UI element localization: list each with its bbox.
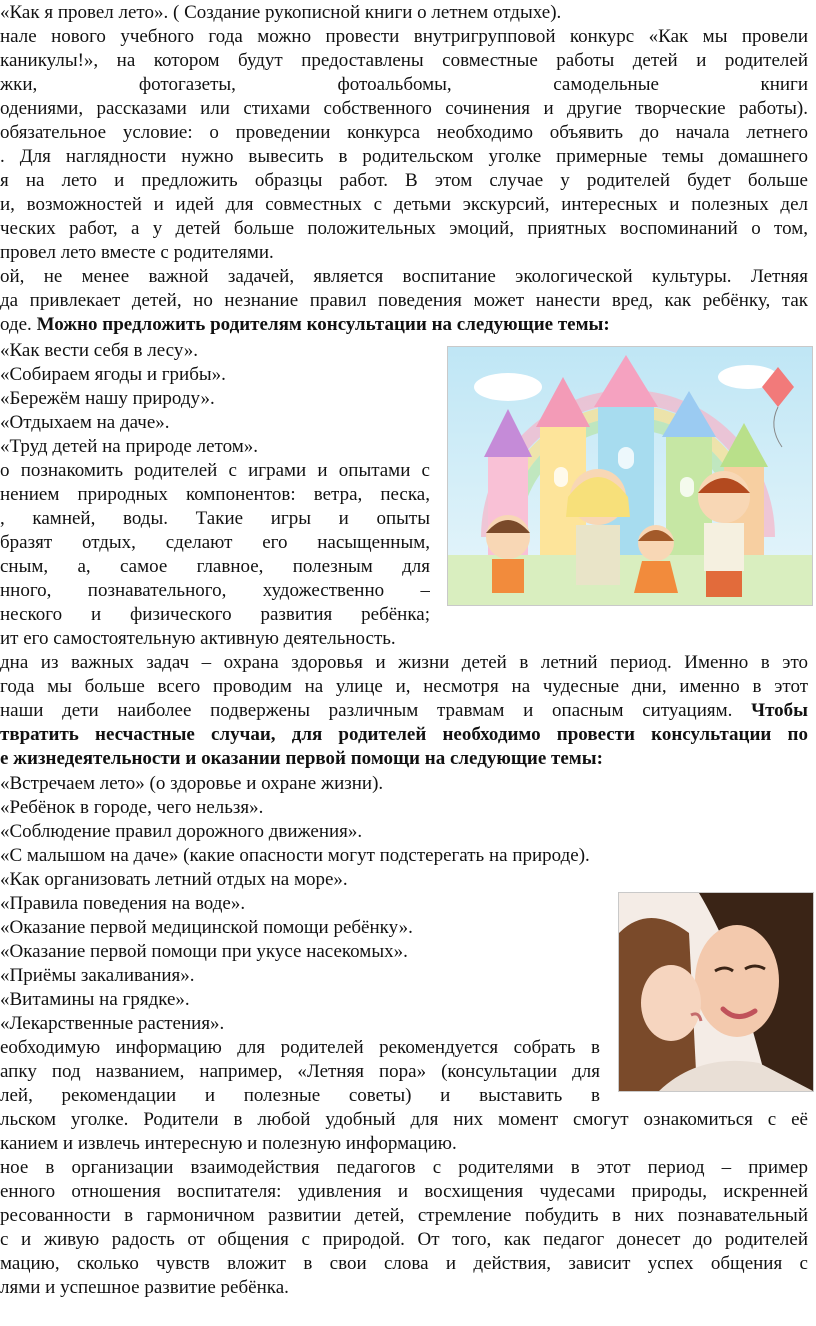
safety-topic-item: «С малышом на даче» (какие опасности могут подстерегать на природе). [0, 845, 590, 866]
eco-intro-normal: оде. [0, 314, 37, 335]
text-line: жки, фотогазеты, фотоальбомы, самодельные книги [0, 74, 808, 95]
text-line: мацию, сколько чувств вложит в свои слова и действия, зависит успех общения с [0, 1253, 808, 1274]
text-line: ческих работ, а у детей больше положительных эмоций, приятных воспоминаний о том, [0, 218, 808, 239]
safety-normal: наши дети наиболее подвержены различным травмам и опасным ситуациям. [0, 700, 752, 721]
safety-topic-item: «Правила поведения на воде». [0, 893, 246, 914]
text-line: бразят отдых, сделают его насыщенным, [0, 532, 430, 553]
text-line: енного отношения воспитателя: удивления и восхищения чудесами природы, искренней [0, 1181, 808, 1202]
text-line: дна из важных задач – охрана здоровья и жизни детей в летний период. Именно в это [0, 652, 808, 673]
safety-bold-line: твратить несчастные случаи, для родителей необходимо провести консультации по [0, 724, 808, 745]
safety-topic-item: «Приёмы закаливания». [0, 965, 195, 986]
text-line: я на лето и предложить образцы работ. В этом случае у родителей будет больше [0, 170, 808, 191]
text-line: ное в организации взаимодействия педагогов с родителями в этот период – пример [0, 1157, 808, 1178]
eco-topic-item: «Как вести себя в лесу». [0, 340, 199, 361]
text-line: провел лето вместе с родителями. [0, 242, 274, 263]
safety-bold-line: е жизнедеятельности и оказании первой помощи на следующие темы: [0, 748, 603, 769]
eco-topic-item: «Отдыхаем на даче». [0, 412, 170, 433]
mother-daughter-photo [618, 892, 814, 1092]
text-line: неского и физического развития ребёнка; [0, 604, 430, 625]
safety-topic-item: «Соблюдение правил дорожного движения». [0, 821, 363, 842]
eco-topics-intro-line [0, 313, 808, 337]
text-line: обязательное условие: о проведении конкурса необходимо объявить до начала летнего [0, 122, 808, 143]
text-line: нного, познавательного, художественно – [0, 580, 430, 601]
safety-topic-item: «Оказание первой медицинской помощи ребёнку». [0, 917, 413, 938]
safety-topic-item: «Как организовать летний отдых на море». [0, 869, 348, 890]
text-line: лей, рекомендации и полезные советы) и выставить в [0, 1085, 600, 1106]
castle-children-illustration [447, 346, 813, 606]
text-line: , камней, воды. Такие игры и опыты [0, 508, 430, 529]
text-line: ит его самостоятельную активную деятельность. [0, 628, 396, 649]
eco-topic-item: «Труд детей на природе летом». [0, 436, 258, 457]
text-line: года мы больше всего проводим на улице и, несмотря на чудесные дни, именно в этот [0, 676, 808, 697]
eco-topic-item: «Собираем ягоды и грибы». [0, 364, 226, 385]
text-line: каникулы!», на котором будут предоставлены совместные работы детей и родителей [0, 50, 808, 71]
safety-topic-item: «Оказание первой помощи при укусе насекомых». [0, 941, 408, 962]
text-line: еобходимую информацию для родителей рекомендуется собрать в [0, 1037, 600, 1058]
text-line: о познакомить родителей с играми и опытами с [0, 460, 430, 481]
text-line: канием и извлечь интересную и полезную информацию. [0, 1133, 457, 1154]
safety-topic-item: «Витамины на грядке». [0, 989, 190, 1010]
text-line: нале нового учебного года можно провести внутригрупповой конкурс «Как мы провели [0, 26, 808, 47]
text-line: ой, не менее важной задачей, является воспитание экологической культуры. Летняя [0, 266, 808, 287]
eco-intro-bold: Можно предложить родителям консультации на следующие темы: [36, 314, 610, 335]
text-line: и, возможностей и идей для совместных с детьми экскурсий, интересных и полезных дел [0, 194, 808, 215]
safety-topic-item: «Лекарственные растения». [0, 1013, 225, 1034]
text-line: льском уголке. Родители в любой удобный для них момент смогут ознакомиться с её [0, 1109, 808, 1130]
safety-topic-item: «Встречаем лето» (о здоровье и охране жизни). [0, 773, 384, 794]
text-line: сным, а, самое главное, полезным для [0, 556, 430, 577]
safety-line-with-bold [0, 699, 808, 723]
text-line: апку под названием, например, «Летняя пора» (консультации для [0, 1061, 600, 1082]
text-line: ресованности в гармоничном развитии детей, стремление побудить в них познавательный [0, 1205, 808, 1226]
text-line: одениями, рассказами или стихами собственного сочинения и другие творческие работы). [0, 98, 808, 119]
text-line: . Для наглядности нужно вывесить в родительском уголке примерные темы домашнего [0, 146, 808, 167]
text-line: лями и успешное развитие ребёнка. [0, 1277, 289, 1298]
book-contest-heading: «Как я провел лето». ( Создание рукописной книги о летнем отдыхе). [0, 2, 562, 23]
safety-bold-start: Чтобы [751, 700, 808, 721]
castle-children-picture [448, 347, 812, 605]
text-line: с и живую радость от общения с природой. От того, как педагог донесет до родителей [0, 1229, 808, 1250]
eco-topic-item: «Бережём нашу природу». [0, 388, 215, 409]
text-line: нением природных компонентов: ветра, песка, [0, 484, 430, 505]
mother-daughter-picture [619, 893, 813, 1091]
safety-topic-item: «Ребёнок в городе, чего нельзя». [0, 797, 264, 818]
text-line: да привлекает детей, но незнание правил поведения может нанести вред, как ребёнку, так [0, 290, 808, 311]
